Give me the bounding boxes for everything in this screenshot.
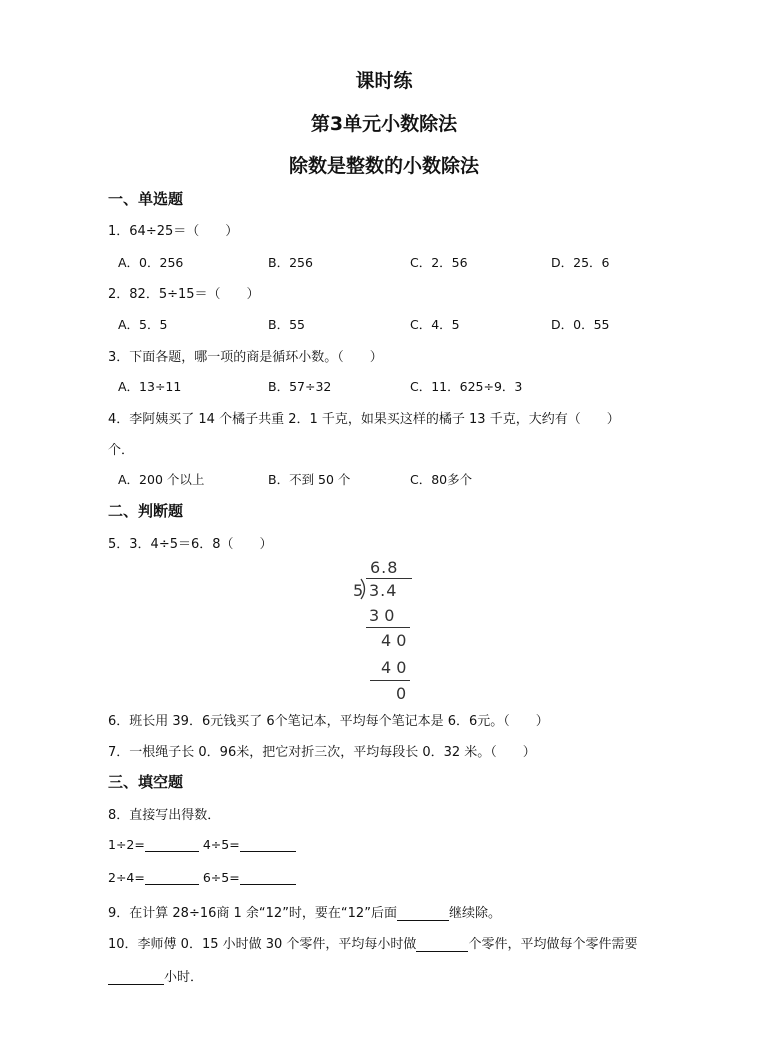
lesson-title: 除数是整数的小数除法 bbox=[288, 155, 479, 177]
division-step-1: 3 0 bbox=[369, 606, 395, 625]
section-single-choice: 一、单选题 bbox=[108, 190, 184, 208]
q8-expr-4: 6÷5= bbox=[202, 870, 240, 885]
q4-option-b: B．不到 50 个 bbox=[268, 472, 351, 487]
q9-blank[interactable] bbox=[397, 906, 449, 921]
q8-expr-2: 4÷5= bbox=[202, 837, 240, 852]
q1-option-c: C．2．56 bbox=[410, 255, 468, 270]
section-true-false: 二、判断题 bbox=[108, 502, 184, 520]
question-9 bbox=[108, 902, 501, 921]
q8-blank-2[interactable] bbox=[240, 837, 296, 852]
q10-blank-1[interactable] bbox=[416, 937, 468, 952]
question-8: 8．直接写出得数． bbox=[108, 808, 221, 823]
question-1: 1．64÷25＝（ ） bbox=[108, 224, 239, 239]
q2-option-c: C．4．5 bbox=[410, 317, 460, 332]
q8-blank-3[interactable] bbox=[145, 870, 199, 885]
question-5: 5．3．4÷5＝6．8（ ） bbox=[108, 537, 273, 552]
q10-blank-2[interactable] bbox=[108, 970, 164, 985]
section-fill-blank: 三、填空题 bbox=[108, 773, 184, 791]
division-dividend: 3.4 bbox=[369, 581, 398, 600]
q3-option-a: A．13÷11 bbox=[118, 379, 182, 394]
q9-text-pre: 9．在计算 28÷16商 1 余“12”时，要在“12”后面 bbox=[108, 906, 397, 921]
q2-option-b: B．55 bbox=[268, 317, 305, 332]
division-step-2: 4 0 bbox=[381, 631, 407, 650]
q10-text-post: 小时． bbox=[164, 970, 204, 985]
q9-text-post: 继续除。 bbox=[448, 906, 501, 921]
worksheet-title: 课时练 bbox=[355, 70, 413, 92]
q10-text-mid: 个零件，平均做每个零件需要 bbox=[468, 937, 638, 952]
q8-blank-4[interactable] bbox=[240, 870, 296, 885]
q1-option-d: D．25．6 bbox=[551, 255, 610, 270]
q4-option-a: A．200 个以上 bbox=[118, 472, 205, 487]
q1-option-b: B．256 bbox=[268, 255, 313, 270]
division-bracket bbox=[359, 578, 369, 600]
q8-blank-1[interactable] bbox=[145, 837, 199, 852]
question-4-line1: 4．李阿姨买了 14 个橘子共重 2．1 千克，如果买这样的橘子 13 千克，大约有（ ） bbox=[108, 412, 620, 427]
question-10-line2 bbox=[108, 966, 203, 985]
q10-text-pre: 10．李师傅 0．15 小时做 30 个零件，平均每小时做 bbox=[108, 937, 417, 952]
q3-option-b: B．57÷32 bbox=[268, 379, 332, 394]
question-7: 7．一根绳子长 0．96米，把它对折三次，平均每段长 0．32 米。（ ） bbox=[108, 745, 536, 760]
question-10-line1 bbox=[108, 933, 637, 952]
unit-title: 第3单元小数除法 bbox=[310, 113, 458, 135]
question-4-line2: 个． bbox=[108, 443, 135, 458]
division-line-2 bbox=[370, 680, 410, 681]
question-3: 3．下面各题，哪一项的商是循环小数。（ ） bbox=[108, 350, 383, 365]
division-divisor: 5 bbox=[353, 581, 364, 600]
q8-row-1 bbox=[108, 837, 296, 852]
q3-option-c: C．11．625÷9．3 bbox=[410, 379, 523, 394]
q8-expr-3: 2÷4= bbox=[108, 870, 145, 885]
division-remainder: 0 bbox=[396, 684, 407, 703]
q2-option-d: D．0．55 bbox=[551, 317, 610, 332]
question-6: 6．班长用 39．6元钱买了 6个笔记本，平均每个笔记本是 6．6元。（ ） bbox=[108, 714, 549, 729]
q8-expr-1: 1÷2= bbox=[108, 837, 145, 852]
division-step-3: 4 0 bbox=[381, 658, 407, 677]
q8-row-2 bbox=[108, 870, 296, 885]
q1-option-a: A．0．256 bbox=[118, 255, 184, 270]
division-bar bbox=[366, 578, 412, 579]
q2-option-a: A．5．5 bbox=[118, 317, 168, 332]
division-line-1 bbox=[366, 627, 410, 628]
q4-option-c: C．80多个 bbox=[410, 472, 473, 487]
question-2: 2．82．5÷15＝（ ） bbox=[108, 287, 260, 302]
division-quotient: 6.8 bbox=[370, 558, 399, 577]
